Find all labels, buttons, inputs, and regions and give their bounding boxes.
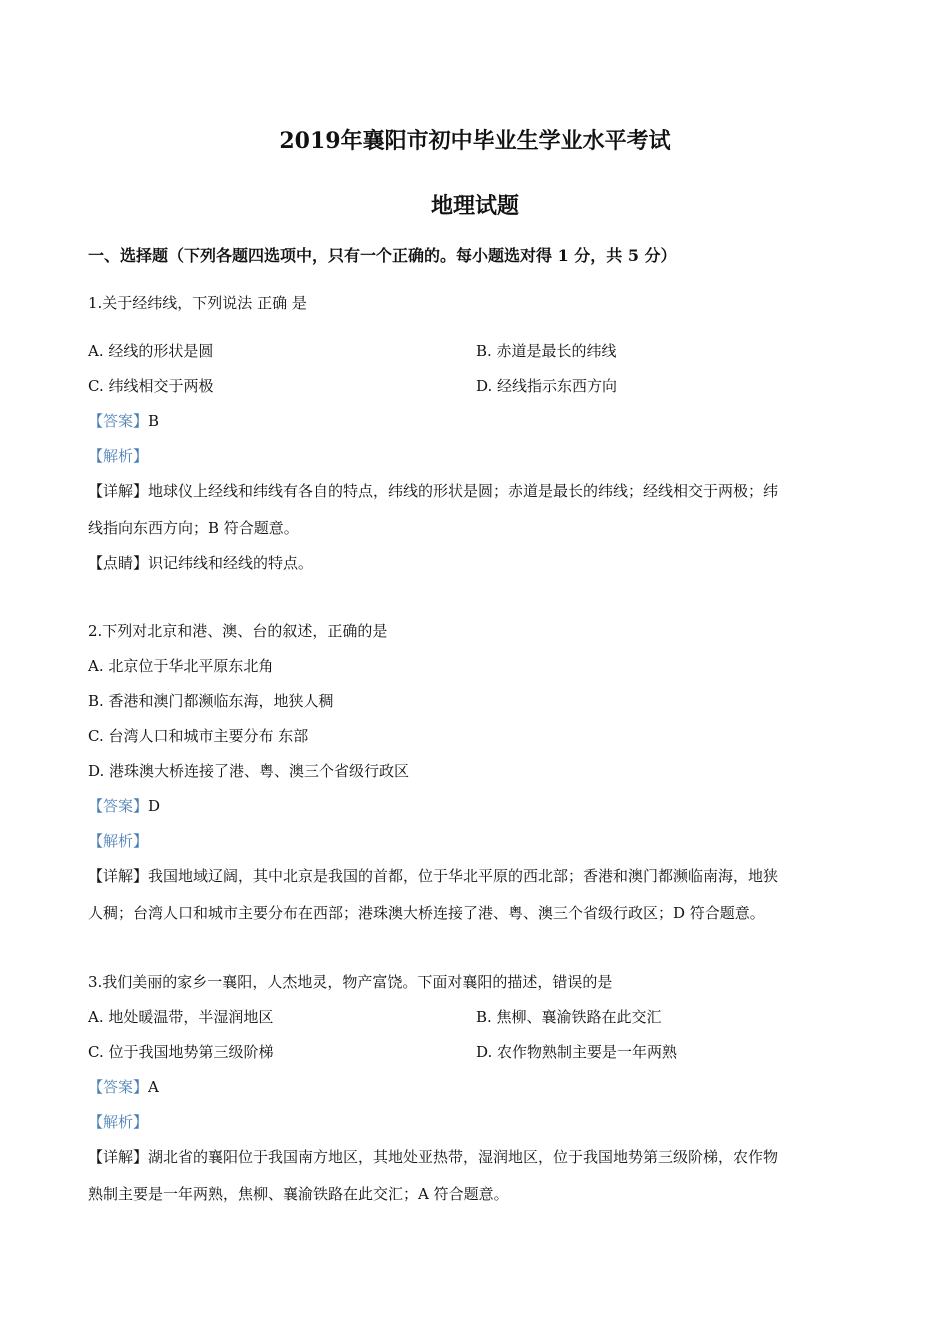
question-2-option-a: A. 北京位于华北平原东北角 [88,657,274,675]
detail-text: 湖北省的襄阳位于我国南方地区，其地处亚热带，湿润地区，位于我国地势第三级阶梯，农作物 [148,1148,779,1166]
question-2-option-d: D. 港珠澳大桥连接了港、粤、澳三个省级行政区 [88,762,410,780]
question-3-detail-line-2: 熟制主要是一年两熟，焦柳、襄渝铁路在此交汇；A 符合题意。 [88,1185,509,1203]
question-2-stem: 2.下列对北京和港、澳、台的叙述，正确的是 [88,622,388,640]
question-1-option-b: B. 赤道是最长的纬线 [476,342,617,360]
question-3-option-c: C. 位于我国地势第三级阶梯 [88,1043,274,1061]
section-heading: 一、选择题（下列各题四选项中，只有一个正确的。每小题选对得 1 分，共 5 分） [88,246,677,265]
exam-subtitle: 地理试题 [430,193,519,219]
question-1-option-c: C. 纬线相交于两极 [88,377,214,395]
question-2-option-b: B. 香港和澳门都濒临东海，地狭人稠 [88,692,334,710]
question-3-option-a: A. 地处暖温带，半湿润地区 [88,1008,274,1026]
question-2-option-c: C. 台湾人口和城市主要分布 东部 [88,727,309,745]
question-3-stem: 3.我们美丽的家乡一襄阳，人杰地灵，物产富饶。下面对襄阳的描述，错误的是 [88,973,613,991]
detail-label: 【详解】 [88,1148,149,1166]
question-1-stem: 1.关于经纬线，下列说法 正确 是 [88,294,307,312]
answer-label: 【答案】 [88,1078,149,1096]
answer-label: 【答案】 [88,797,149,815]
question-3-answer [88,1076,159,1097]
question-2-detail-line-2: 人稠；台湾人口和城市主要分布在西部；港珠澳大桥连接了港、粤、澳三个省级行政区；D 符合题意。 [88,904,765,922]
question-1-option-d: D. 经线指示东西方向 [476,377,618,395]
question-1-answer [88,410,159,431]
exam-title: 2019年襄阳市初中毕业生学业水平考试 [279,128,671,154]
question-3-analysis-label: 【解析】 [88,1113,149,1131]
question-2-answer [88,795,160,816]
comment-label: 【点睛】 [88,554,149,572]
answer-label: 【答案】 [88,412,149,430]
detail-text: 我国地域辽阔，其中北京是我国的首都，位于华北平原的西北部；香港和澳门都濒临南海，地狭 [148,867,779,885]
question-3-detail-line-1 [88,1146,778,1167]
question-3-option-b: B. 焦柳、襄渝铁路在此交汇 [476,1008,662,1026]
question-1-detail-line-2: 线指向东西方向；B 符合题意。 [88,519,299,537]
answer-value: D [148,797,161,815]
question-1-detail-line-1 [88,480,778,501]
question-1-comment [88,552,313,573]
question-1-option-a: A. 经线的形状是圆 [88,342,214,360]
detail-text: 地球仪上经线和纬线有各自的特点，纬线的形状是圆；赤道是最长的纬线；经线相交于两极；纬 [148,482,779,500]
detail-label: 【详解】 [88,867,149,885]
detail-label: 【详解】 [88,482,149,500]
comment-text: 识记纬线和经线的特点。 [148,554,314,572]
question-2-detail-line-1 [88,865,778,886]
question-1-analysis-label: 【解析】 [88,447,149,465]
answer-value: B [148,412,160,430]
answer-value: A [148,1078,159,1096]
question-2-analysis-label: 【解析】 [88,832,149,850]
question-3-option-d: D. 农作物熟制主要是一年两熟 [476,1043,678,1061]
